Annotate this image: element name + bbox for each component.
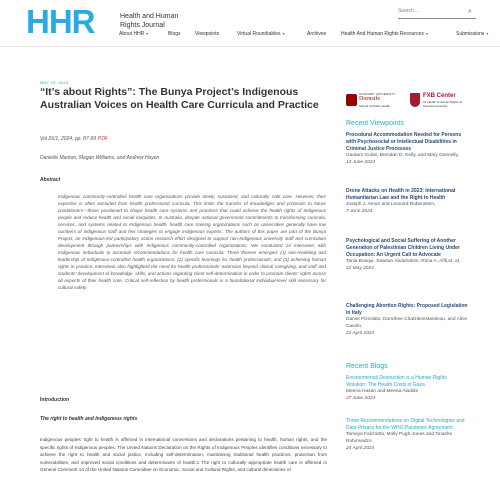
introduction-heading: Introduction xyxy=(40,397,70,403)
nav-item-submissions[interactable] xyxy=(456,31,488,37)
recent-blogs-heading: Recent Blogs xyxy=(346,363,388,370)
viewpoint-title-link[interactable]: Drone Attacks on Health in 2023: International Humanitarian Law and the Right to Health xyxy=(346,188,456,201)
dornsife-name: Dornsife xyxy=(359,96,380,102)
viewpoint-date: 22 April 2024 xyxy=(346,330,375,336)
dornsife-logo[interactable] xyxy=(346,92,406,110)
body-paragraph: Indigenous peoples’ right to health is affirmed in international conventions and declarations pertaining to health, human rights, and the specific rights of Indigenous peoples. The United Nations Declaration on the Rights of Indigenous Peoples identifies conditions necessary to achieve the right to health and social justice, including self-determination, maintaining traditional health practices, protection from vulnerabilities, and improved social conditions and determinants of health.1 The right to culturally appropriate health care is affirmed in General Comment 14 of the United Nations Committee on Economic, Social and Cultural Rights, and cultural dimensions of xyxy=(40,437,327,473)
recent-viewpoints-heading: Recent Viewpoints xyxy=(346,120,404,127)
viewpoint-item xyxy=(346,238,468,273)
harvard-shield-icon xyxy=(410,93,420,107)
article-authors: Danielle Manton, Megan Williams, and Andrew Hayen xyxy=(40,155,160,161)
viewpoint-item xyxy=(346,188,468,216)
pdf-link[interactable]: PDF xyxy=(97,136,108,142)
viewpoint-item xyxy=(346,132,468,167)
article-date: MAY 19, 2024 xyxy=(40,80,69,85)
nav-item-about[interactable] xyxy=(119,31,148,37)
article-volume xyxy=(40,136,108,142)
university-seal-icon xyxy=(346,94,357,106)
nav-label: Viewpoints xyxy=(195,31,220,37)
viewpoint-title-link[interactable]: Psychological and Social Suffering of Another Generation of Palestinian Children Living Under Occupation: An Urgent Call to Advocate xyxy=(346,238,460,258)
viewpoint-authors: Gautam Gulati, Brendan D. Kelly, and Mary Donnelly, xyxy=(346,153,459,158)
blog-date: 24 April 2024 xyxy=(346,445,375,451)
viewpoint-authors: Daniel Pizzolato, Dorothee Chatzikonstantinou, and Alice Cavolo, xyxy=(346,317,468,329)
blog-authors: Meena Hasan and Meena Aladdin xyxy=(346,389,419,394)
viewpoint-item xyxy=(346,303,468,337)
hhr-logo[interactable] xyxy=(26,6,114,36)
viewpoint-date: 7 June 2024 xyxy=(346,208,373,214)
viewpoint-title-link[interactable]: Procedural Accommodation Needed for Persons with Psychosocial or Intellectual Disabilities in Criminal Justice Processes xyxy=(346,132,462,152)
volume-text: Vol 26/1, 2024, pp. 87-99 xyxy=(40,136,96,142)
nav-label: Virtual Roundtables xyxy=(237,31,281,37)
nav-label: About HHR xyxy=(119,31,145,37)
nav-item-resources[interactable] xyxy=(341,31,428,37)
abstract-text: Indigenous community-controlled health care organizations provide timely, sustained, and culturally safe care. However, their expertise is often excluded from health professional curricula. This limits the transfer of knowledges and protocols to future practitioners—those positioned to shape health care systems and practices that could achieve the health rights of Indigenous people and reduce health and social inequities. In Australia, despite national government commitments to transforming curricula, services, and systems related to Indigenous health, health care training organizations such as universities generally have low numbers of Indigenous staff and few strategies to engage Indigenous experts. The authors of this paper are part of the Bunya Project, an Indigenous-led participatory action research effort designed to support non-Indigenous university staff and curriculum development through partnerships with Indigenous community-controlled organizations. We conducted 24 interviews with Indigenous individuals to ascertain recommendations for health care curricula. Three themes emerged: (1) role-modeling and leadership of Indigenous-controlled health organizations; (2) specific learnings for health professionals; and (3) achieving human rights in practice. Interviews also highlighted the need for health professionals’ extension beyond clinical caregiving, and staff and students’ development of knowledge, skills, and actions regarding client self-determination in order to promote clients’ rights across all aspects of their health care. Critical self-reflection by health professionals is a foundational individual-level skill necessary for cultural safety. xyxy=(58,194,326,290)
viewpoint-authors: Joseph J. Amon and Leonard Rubenstein, xyxy=(346,202,436,207)
viewpoint-date: 22 May 2024 xyxy=(346,265,374,271)
blog-title-link[interactable]: Three Recommendations on Digital Technologies and Data Privacy for the WHO Pandemic Agreement xyxy=(346,418,465,431)
viewpoint-date: 13 June 2024 xyxy=(346,159,376,165)
fxb-name: FXB Center xyxy=(423,93,456,99)
nav-item-virtual-roundtables[interactable] xyxy=(237,31,285,37)
blog-date: 27 June 2024 xyxy=(346,395,376,401)
site-header xyxy=(0,0,500,74)
chevron-down-icon: ▾ xyxy=(486,31,489,36)
blog-item xyxy=(346,375,468,403)
viewpoint-title-link[interactable]: Challenging Abortion Rights: Proposed Legislation in Italy xyxy=(346,303,468,316)
section-subheading: The right to health and Indigenous rights xyxy=(40,416,138,422)
article-title: “It’s about Rights”: The Bunya Project’s Indigenous Australian Voices on Health Care Curricula and Practice xyxy=(40,86,319,111)
nav-item-archives[interactable] xyxy=(307,31,326,37)
nav-item-viewpoints[interactable] xyxy=(195,31,219,37)
blog-authors: Tamaya Falchetta, Molly Pugh-Jones and Tinashe Rufurwadzo xyxy=(346,432,453,444)
main-nav xyxy=(115,31,500,43)
fxb-logo[interactable] xyxy=(410,92,470,110)
chevron-down-icon: ▾ xyxy=(282,31,285,36)
journal-name-line1: Health and Human xyxy=(120,13,179,20)
nav-label: Archives xyxy=(307,31,327,37)
journal-name xyxy=(120,12,200,30)
nav-item-blogs[interactable] xyxy=(168,31,181,37)
fxb-subtitle: for Health & Human Rights at Harvard University xyxy=(423,100,463,108)
nav-label: Blogs xyxy=(168,31,181,37)
partner-logos xyxy=(346,90,470,112)
chevron-down-icon: ▾ xyxy=(425,31,428,36)
blog-item xyxy=(346,418,468,452)
blog-title-link[interactable]: Environmental Destruction is a Human Rights Violation: The Health Crisis in Gaza xyxy=(346,375,447,388)
nav-label: Health And Human Rights Resources xyxy=(341,31,424,37)
search-icon[interactable]: ⌕ xyxy=(468,8,472,15)
chevron-down-icon: ▾ xyxy=(146,31,149,36)
journal-name-line2: Rights Journal xyxy=(120,22,165,29)
dornsife-line1: HARVARD UNIVERSITY xyxy=(359,92,396,96)
viewpoint-authors: Tania Bosqui, Sawsan Abdulrahim, Rima A. Afifi,et. al, xyxy=(346,259,461,264)
logo-text: HHR xyxy=(26,6,95,36)
abstract-heading: Abstract xyxy=(40,177,61,183)
search-input[interactable]: Search ... xyxy=(398,8,476,19)
header-divider xyxy=(0,46,500,47)
dornsife-line3: School of Public Health xyxy=(359,104,391,108)
nav-label: Submissions xyxy=(456,31,485,37)
